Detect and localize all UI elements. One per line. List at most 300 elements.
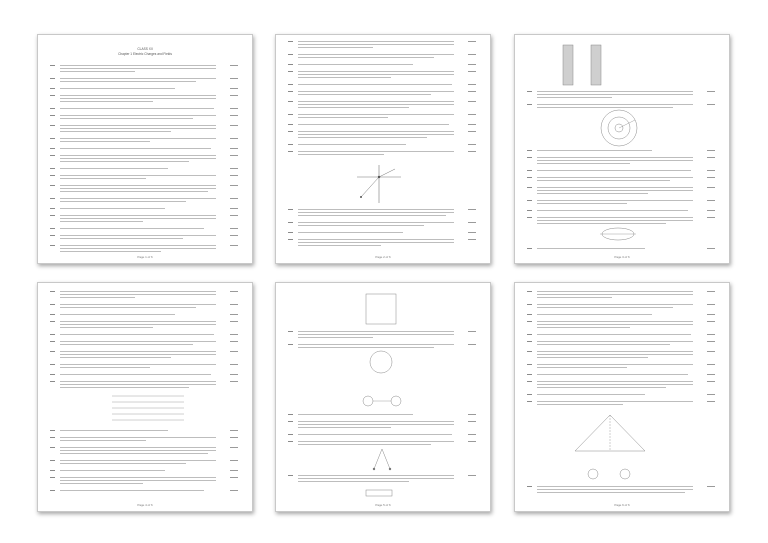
text-line [298, 144, 406, 145]
text-line [60, 381, 216, 382]
text-line [537, 394, 645, 395]
text-line [60, 314, 175, 315]
text-line [60, 68, 216, 69]
text-line [60, 384, 216, 385]
marks-label [707, 341, 715, 342]
text-line [60, 125, 216, 126]
text-line [60, 81, 196, 82]
text-line [537, 384, 693, 385]
marks-label [230, 125, 238, 126]
text-line [298, 441, 454, 442]
marks-label [468, 84, 476, 85]
question-number [50, 364, 55, 365]
question-number [50, 115, 55, 116]
marks-label [707, 177, 715, 178]
marks-label [468, 124, 476, 125]
marks-label [707, 170, 715, 171]
text-line [298, 444, 431, 445]
marks-label [230, 470, 238, 471]
marks-label [230, 245, 238, 246]
page-title: CLASS XII [137, 47, 153, 51]
question-number [527, 341, 532, 342]
text-line [298, 107, 409, 108]
marks-label [468, 434, 476, 435]
text-line [298, 232, 403, 233]
text-line [60, 357, 171, 358]
text-line [537, 157, 693, 158]
text-line [298, 64, 413, 65]
text-line [537, 150, 652, 151]
text-line [60, 108, 214, 109]
marks-label [707, 351, 715, 352]
question-number [50, 185, 55, 186]
text-line [537, 351, 693, 352]
text-line [298, 334, 454, 335]
text-line [60, 228, 204, 229]
text-line [60, 245, 216, 246]
question-number [288, 91, 293, 92]
marks-label [230, 228, 238, 229]
text-line [537, 381, 693, 382]
text-line [60, 178, 146, 179]
spheres-figure [581, 467, 637, 481]
text-line [298, 44, 454, 45]
document-page-2 [275, 34, 491, 264]
text-line [537, 324, 693, 325]
marks-label [468, 222, 476, 223]
text-line [537, 304, 693, 305]
text-line [60, 447, 216, 448]
marks-label [230, 65, 238, 66]
page-footer: Page 5 of 6 [375, 503, 391, 507]
text-line [60, 155, 216, 156]
marks-label [230, 351, 238, 352]
text-line [537, 404, 623, 405]
parallel-plates-figure [557, 43, 629, 87]
text-line [537, 291, 693, 292]
page-footer: Page 1 of 6 [137, 255, 153, 259]
question-number [288, 151, 293, 152]
page-footer: Page 4 of 6 [137, 503, 153, 507]
question-number [288, 475, 293, 476]
marks-label [707, 486, 715, 487]
marks-label [468, 114, 476, 115]
question-number [288, 239, 293, 240]
text-line [60, 238, 183, 239]
plate-figure [364, 488, 394, 498]
text-line [60, 158, 216, 159]
text-line [298, 71, 454, 72]
question-number [527, 314, 532, 315]
page-subtitle: Chapter 1 Electric Charges and Fields [118, 52, 172, 56]
text-line [60, 470, 165, 471]
text-line [537, 367, 627, 368]
question-number [527, 104, 532, 105]
text-line [298, 478, 454, 479]
page-footer: Page 3 of 6 [614, 255, 630, 259]
text-line [537, 489, 693, 490]
text-line [298, 84, 452, 85]
document-page-5 [275, 282, 491, 512]
marks-label [468, 239, 476, 240]
question-number [288, 209, 293, 210]
text-line [537, 210, 688, 211]
question-number [527, 351, 532, 352]
question-number [288, 414, 293, 415]
text-line [298, 114, 454, 115]
question-number [50, 235, 55, 236]
text-line [298, 101, 454, 102]
text-line [298, 481, 409, 482]
text-line [298, 54, 454, 55]
text-line [537, 321, 693, 322]
marks-label [707, 210, 715, 211]
question-number [527, 304, 532, 305]
marks-label [707, 291, 715, 292]
marks-label [468, 151, 476, 152]
question-number [50, 291, 55, 292]
marks-label [230, 208, 238, 209]
text-line [60, 294, 216, 295]
square-charges-figure [360, 290, 402, 328]
text-line [537, 401, 693, 402]
question-number [50, 381, 55, 382]
text-line [298, 154, 384, 155]
question-number [288, 434, 293, 435]
question-number [50, 138, 55, 139]
text-line [60, 201, 186, 202]
concentric-shells-figure [599, 108, 639, 148]
marks-label [468, 144, 476, 145]
text-line [537, 203, 627, 204]
text-line [60, 175, 216, 176]
marks-label [707, 401, 715, 402]
text-line [60, 65, 216, 66]
text-line [60, 483, 143, 484]
text-line [537, 193, 648, 194]
text-line [537, 163, 630, 164]
question-number [50, 78, 55, 79]
marks-label [707, 334, 715, 335]
text-line [60, 321, 216, 322]
marks-label [468, 54, 476, 55]
question-number [288, 232, 293, 233]
question-number [50, 477, 55, 478]
text-line [60, 208, 165, 209]
text-line [60, 88, 175, 89]
question-number [288, 64, 293, 65]
marks-label [230, 430, 238, 431]
marks-label [230, 115, 238, 116]
field-lines-figure [354, 390, 410, 412]
question-number [50, 437, 55, 438]
marks-label [707, 91, 715, 92]
text-line [60, 235, 216, 236]
marks-label [230, 334, 238, 335]
marks-label [468, 101, 476, 102]
question-number [50, 148, 55, 149]
marks-label [230, 291, 238, 292]
text-line [60, 185, 216, 186]
text-line [298, 124, 449, 125]
marks-label [468, 41, 476, 42]
question-number [50, 341, 55, 342]
marks-label [707, 381, 715, 382]
text-line [298, 421, 454, 422]
marks-label [468, 71, 476, 72]
text-line [537, 170, 691, 171]
text-line [60, 480, 216, 481]
text-line [60, 101, 153, 102]
text-line [60, 251, 161, 252]
marks-label [230, 168, 238, 169]
text-line [537, 91, 693, 92]
marks-label [230, 88, 238, 89]
question-number [50, 228, 55, 229]
text-line [537, 314, 652, 315]
text-line [537, 344, 670, 345]
text-line [60, 341, 216, 342]
marks-label [230, 304, 238, 305]
text-line [60, 115, 216, 116]
question-number [288, 222, 293, 223]
text-line [537, 107, 673, 108]
marks-label [230, 321, 238, 322]
question-number [527, 394, 532, 395]
text-line [537, 492, 685, 493]
text-line [537, 327, 630, 328]
question-number [288, 54, 293, 55]
marks-label [707, 314, 715, 315]
document-page-6 [514, 282, 730, 512]
text-line [298, 424, 454, 425]
text-line [537, 104, 693, 105]
marks-label [468, 475, 476, 476]
question-number [527, 374, 532, 375]
text-line [60, 128, 216, 129]
text-line [60, 291, 216, 292]
marks-label [230, 314, 238, 315]
text-line [298, 134, 454, 135]
text-line [298, 414, 413, 415]
question-number [527, 157, 532, 158]
marks-label [707, 248, 715, 249]
question-number [50, 334, 55, 335]
marks-label [707, 394, 715, 395]
text-line [537, 200, 693, 201]
text-line [60, 450, 216, 451]
text-line [537, 180, 670, 181]
marks-label [707, 200, 715, 201]
text-line [298, 137, 427, 138]
marks-label [707, 157, 715, 158]
marks-label [707, 321, 715, 322]
marks-label [707, 374, 715, 375]
document-page-1 [37, 34, 253, 264]
question-number [288, 331, 293, 332]
text-line [298, 91, 454, 92]
marks-label [230, 198, 238, 199]
text-line [537, 177, 693, 178]
question-number [50, 175, 55, 176]
question-number [50, 168, 55, 169]
question-number [50, 155, 55, 156]
text-line [298, 77, 391, 78]
text-line [298, 222, 454, 223]
question-number [527, 170, 532, 171]
text-line [537, 220, 693, 221]
text-line [298, 215, 446, 216]
question-number [527, 364, 532, 365]
question-number [50, 65, 55, 66]
text-line [298, 344, 454, 345]
question-number [288, 114, 293, 115]
question-number [50, 208, 55, 209]
text-line [60, 131, 171, 132]
question-number [527, 248, 532, 249]
marks-label [230, 490, 238, 491]
question-number [527, 334, 532, 335]
text-line [60, 437, 216, 438]
text-line [60, 188, 216, 189]
question-number [50, 108, 55, 109]
document-page-3 [514, 34, 730, 264]
question-number [50, 374, 55, 375]
text-line [298, 242, 454, 243]
text-line [60, 215, 216, 216]
question-number [527, 291, 532, 292]
text-line [60, 463, 186, 464]
question-number [288, 71, 293, 72]
text-line [60, 78, 216, 79]
marks-label [707, 187, 715, 188]
text-line [60, 71, 135, 72]
text-line [537, 357, 648, 358]
text-line [298, 74, 454, 75]
text-line [298, 427, 391, 428]
question-number [50, 88, 55, 89]
text-line [537, 294, 693, 295]
marks-label [468, 64, 476, 65]
text-line [60, 440, 146, 441]
text-line [60, 191, 208, 192]
question-number [288, 131, 293, 132]
question-number [288, 344, 293, 345]
text-line [60, 367, 150, 368]
question-number [50, 460, 55, 461]
text-line [298, 47, 373, 48]
text-line [298, 104, 454, 105]
marks-label [230, 364, 238, 365]
marks-label [230, 374, 238, 375]
question-number [288, 421, 293, 422]
marks-label [230, 215, 238, 216]
text-line [60, 168, 168, 169]
text-line [298, 117, 388, 118]
text-line [537, 223, 666, 224]
marks-label [707, 304, 715, 305]
text-line [537, 160, 693, 161]
marks-label [230, 148, 238, 149]
text-line [60, 351, 216, 352]
marks-label [468, 91, 476, 92]
text-line [298, 212, 454, 213]
marks-label [468, 414, 476, 415]
document-page-4 [37, 282, 253, 512]
question-number [50, 125, 55, 126]
text-line [537, 334, 691, 335]
marks-label [230, 95, 238, 96]
marks-label [468, 331, 476, 332]
text-line [537, 190, 693, 191]
text-line [60, 118, 193, 119]
text-line [537, 354, 693, 355]
text-line [298, 337, 373, 338]
text-line [60, 98, 216, 99]
sphere-figure [368, 349, 394, 375]
text-line [60, 141, 150, 142]
text-line [60, 354, 216, 355]
question-number [288, 144, 293, 145]
text-line [60, 490, 204, 491]
question-number [288, 84, 293, 85]
question-number [527, 401, 532, 402]
text-line [298, 239, 454, 240]
marks-label [230, 477, 238, 478]
marks-label [468, 344, 476, 345]
marks-label [468, 131, 476, 132]
question-number [527, 187, 532, 188]
marks-label [468, 441, 476, 442]
question-number [50, 304, 55, 305]
text-line [537, 248, 645, 249]
marks-label [468, 421, 476, 422]
text-line [60, 374, 211, 375]
marks-label [230, 381, 238, 382]
text-line [298, 94, 431, 95]
text-line [60, 334, 214, 335]
text-line [60, 198, 216, 199]
marks-label [230, 138, 238, 139]
question-number [50, 215, 55, 216]
triangle-charges-figure [565, 411, 655, 457]
question-number [50, 447, 55, 448]
text-line [537, 297, 612, 298]
charge-diagram [351, 163, 411, 205]
text-line [60, 161, 189, 162]
marks-label [468, 209, 476, 210]
text-line [298, 41, 454, 42]
lens-field-figure [598, 225, 638, 243]
text-line [537, 97, 612, 98]
text-line [298, 131, 454, 132]
text-line [537, 486, 693, 487]
charge-table-figure [108, 392, 188, 426]
question-number [527, 91, 532, 92]
question-number [527, 486, 532, 487]
text-line [60, 460, 216, 461]
question-number [288, 124, 293, 125]
marks-label [707, 150, 715, 151]
marks-label [230, 78, 238, 79]
marks-label [230, 437, 238, 438]
text-line [60, 148, 211, 149]
question-number [50, 198, 55, 199]
text-line [537, 94, 693, 95]
text-line [537, 341, 693, 342]
text-line [537, 364, 693, 365]
text-line [60, 307, 196, 308]
